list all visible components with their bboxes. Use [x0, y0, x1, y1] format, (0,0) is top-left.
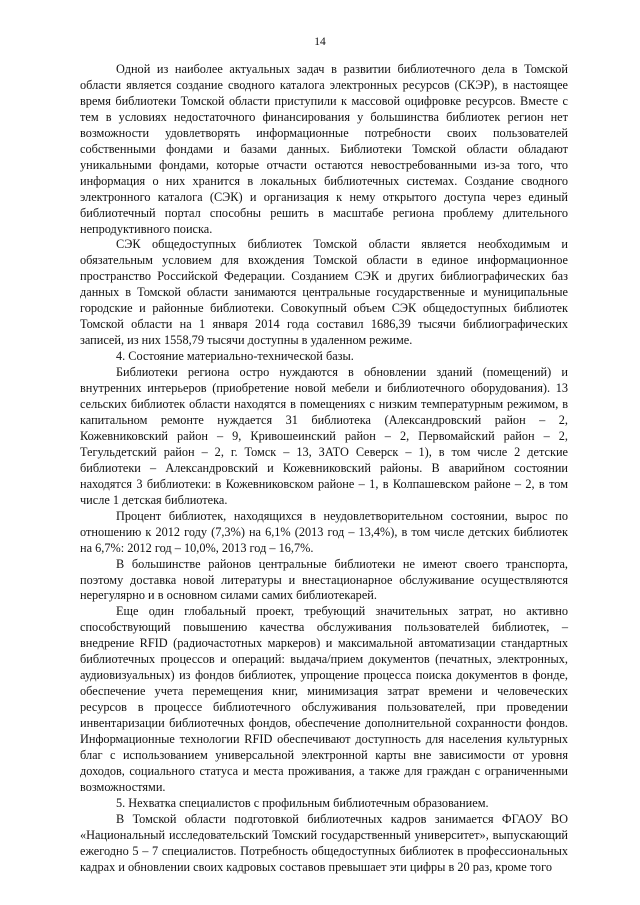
section-heading-5: 5. Нехватка специалистов с профильным библиотечным образованием.: [116, 795, 489, 810]
document-body: [80, 62, 568, 876]
paragraph-skeR: Одной из наиболее актуальных задач в развитии библиотечного дела в Томской области является создание сводного каталога электронных ресурсов (СКЭР), в настоящее время библиотеки Томской области приступили к массовой оцифровке ресурсов. Вместе с тем в условиях недостаточного финансирования у большинства библиотек регион нет возможности удовлетворять информационные потребности своих пользователей собственными фондами и базами данных. Библиотеки Томской области обладают уникальными фондами, которые отчасти остаются невостребованными из-за того, что информация о них хранится в локальных библиотечных системах. Создание сводного электронного каталога (СЭК) и организация к нему открытого доступа через единый библиотечный портал способны решить в масштабе региона проблему длительного непродуктивного поиска.: [80, 62, 568, 236]
paragraph-sek: СЭК общедоступных библиотек Томской области является необходимым и обязательным условием для вхождения Томской области в единое информационное пространство Российской Федерации. Созданием СЭК и других библиографических баз данных в Томской области занимаются центральные государственные и муниципальные городские и районные библиотеки. Совокупный объем СЭК общедоступных библиотек Томской области на 1 января 2014 года составил 1686,39 тысячи библиографических записей, из них 1558,79 тысячи доступны в удаленном режиме.: [80, 237, 568, 348]
paragraph-staff: В Томской области подготовкой библиотечных кадров занимается ФГАОУ ВО «Национальный исследовательский Томский государственный университет», выпускающий ежегодно 5 – 7 специалистов. Потребность общедоступных библиотек в профессиональных кадрах и обновлении своих кадровых составов превышает эти цифры в 20 раз, кроме того: [80, 811, 568, 874]
section-heading-4: 4. Состояние материально-технической базы.: [116, 349, 354, 364]
paragraph-transport: В большинстве районов центральные библиотеки не имеют своего транспорта, поэтому доставка новой литературы и внестационарное обслуживание осуществляются нерегулярно и в основном силами самих библиотекарей.: [80, 556, 568, 603]
paragraph-rfid: Еще один глобальный проект, требующий значительных затрат, но активно способствующий повышению качества обслуживания пользователей библиотек, – внедрение RFID (радиочастотных маркеров) и максимальной автоматизации стандартных библиотечных процессов и операций: выдача/прием документов (печатных, электронных, аудиовизуальных) из фондов библиотек, упрощение процесса поиска документов в фонде, обеспечение учета перемещения книг, минимизация затрат времени и человеческих ресурсов в процессе библиотечного обслуживания пользователей, при проведении инвентаризации библиотечных фондов, обеспечение дополнительной сохранности фондов. Информационные технологии RFID обеспечивают доступность для населения культурных благ с использованием универсальной электронной карты вне зависимости от уровня доходов, социального статуса и места проживания, а также для граждан с ограниченными возможностями.: [80, 604, 568, 794]
paragraph-buildings: Библиотеки региона остро нуждаются в обновлении зданий (помещений) и внутренних интерьеров (приобретение новой мебели и библиотечного оборудования). 13 сельских библиотек области находятся в помещениях с низким температурным режимом, в капитальном ремонте нуждается 31 библиотека (Александровский район – 2, Кожевниковский район – 9, Кривошеинский район – 2, Первомайский район – 2, Тегульдетский район – 2, г. Томск – 13, ЗАТО Северск – 1), в том числе 2 детские библиотеки – Александровский и Кожевниковский районы. В аварийном состоянии находятся 3 библиотеки: в Кожевниковском районе – 1, в Колпашевском районе – 2, в том числе 1 детская библиотека.: [80, 365, 568, 507]
paragraph-percent: Процент библиотек, находящихся в неудовлетворительном состоянии, вырос по отношению к 2012 году (7,3%) на 6,1% (2013 год – 13,4%), в том числе детских библиотек на 6,7%: 2012 год – 10,0%, 2013 год – 16,7%.: [80, 508, 568, 555]
page-number: 14: [314, 36, 326, 48]
